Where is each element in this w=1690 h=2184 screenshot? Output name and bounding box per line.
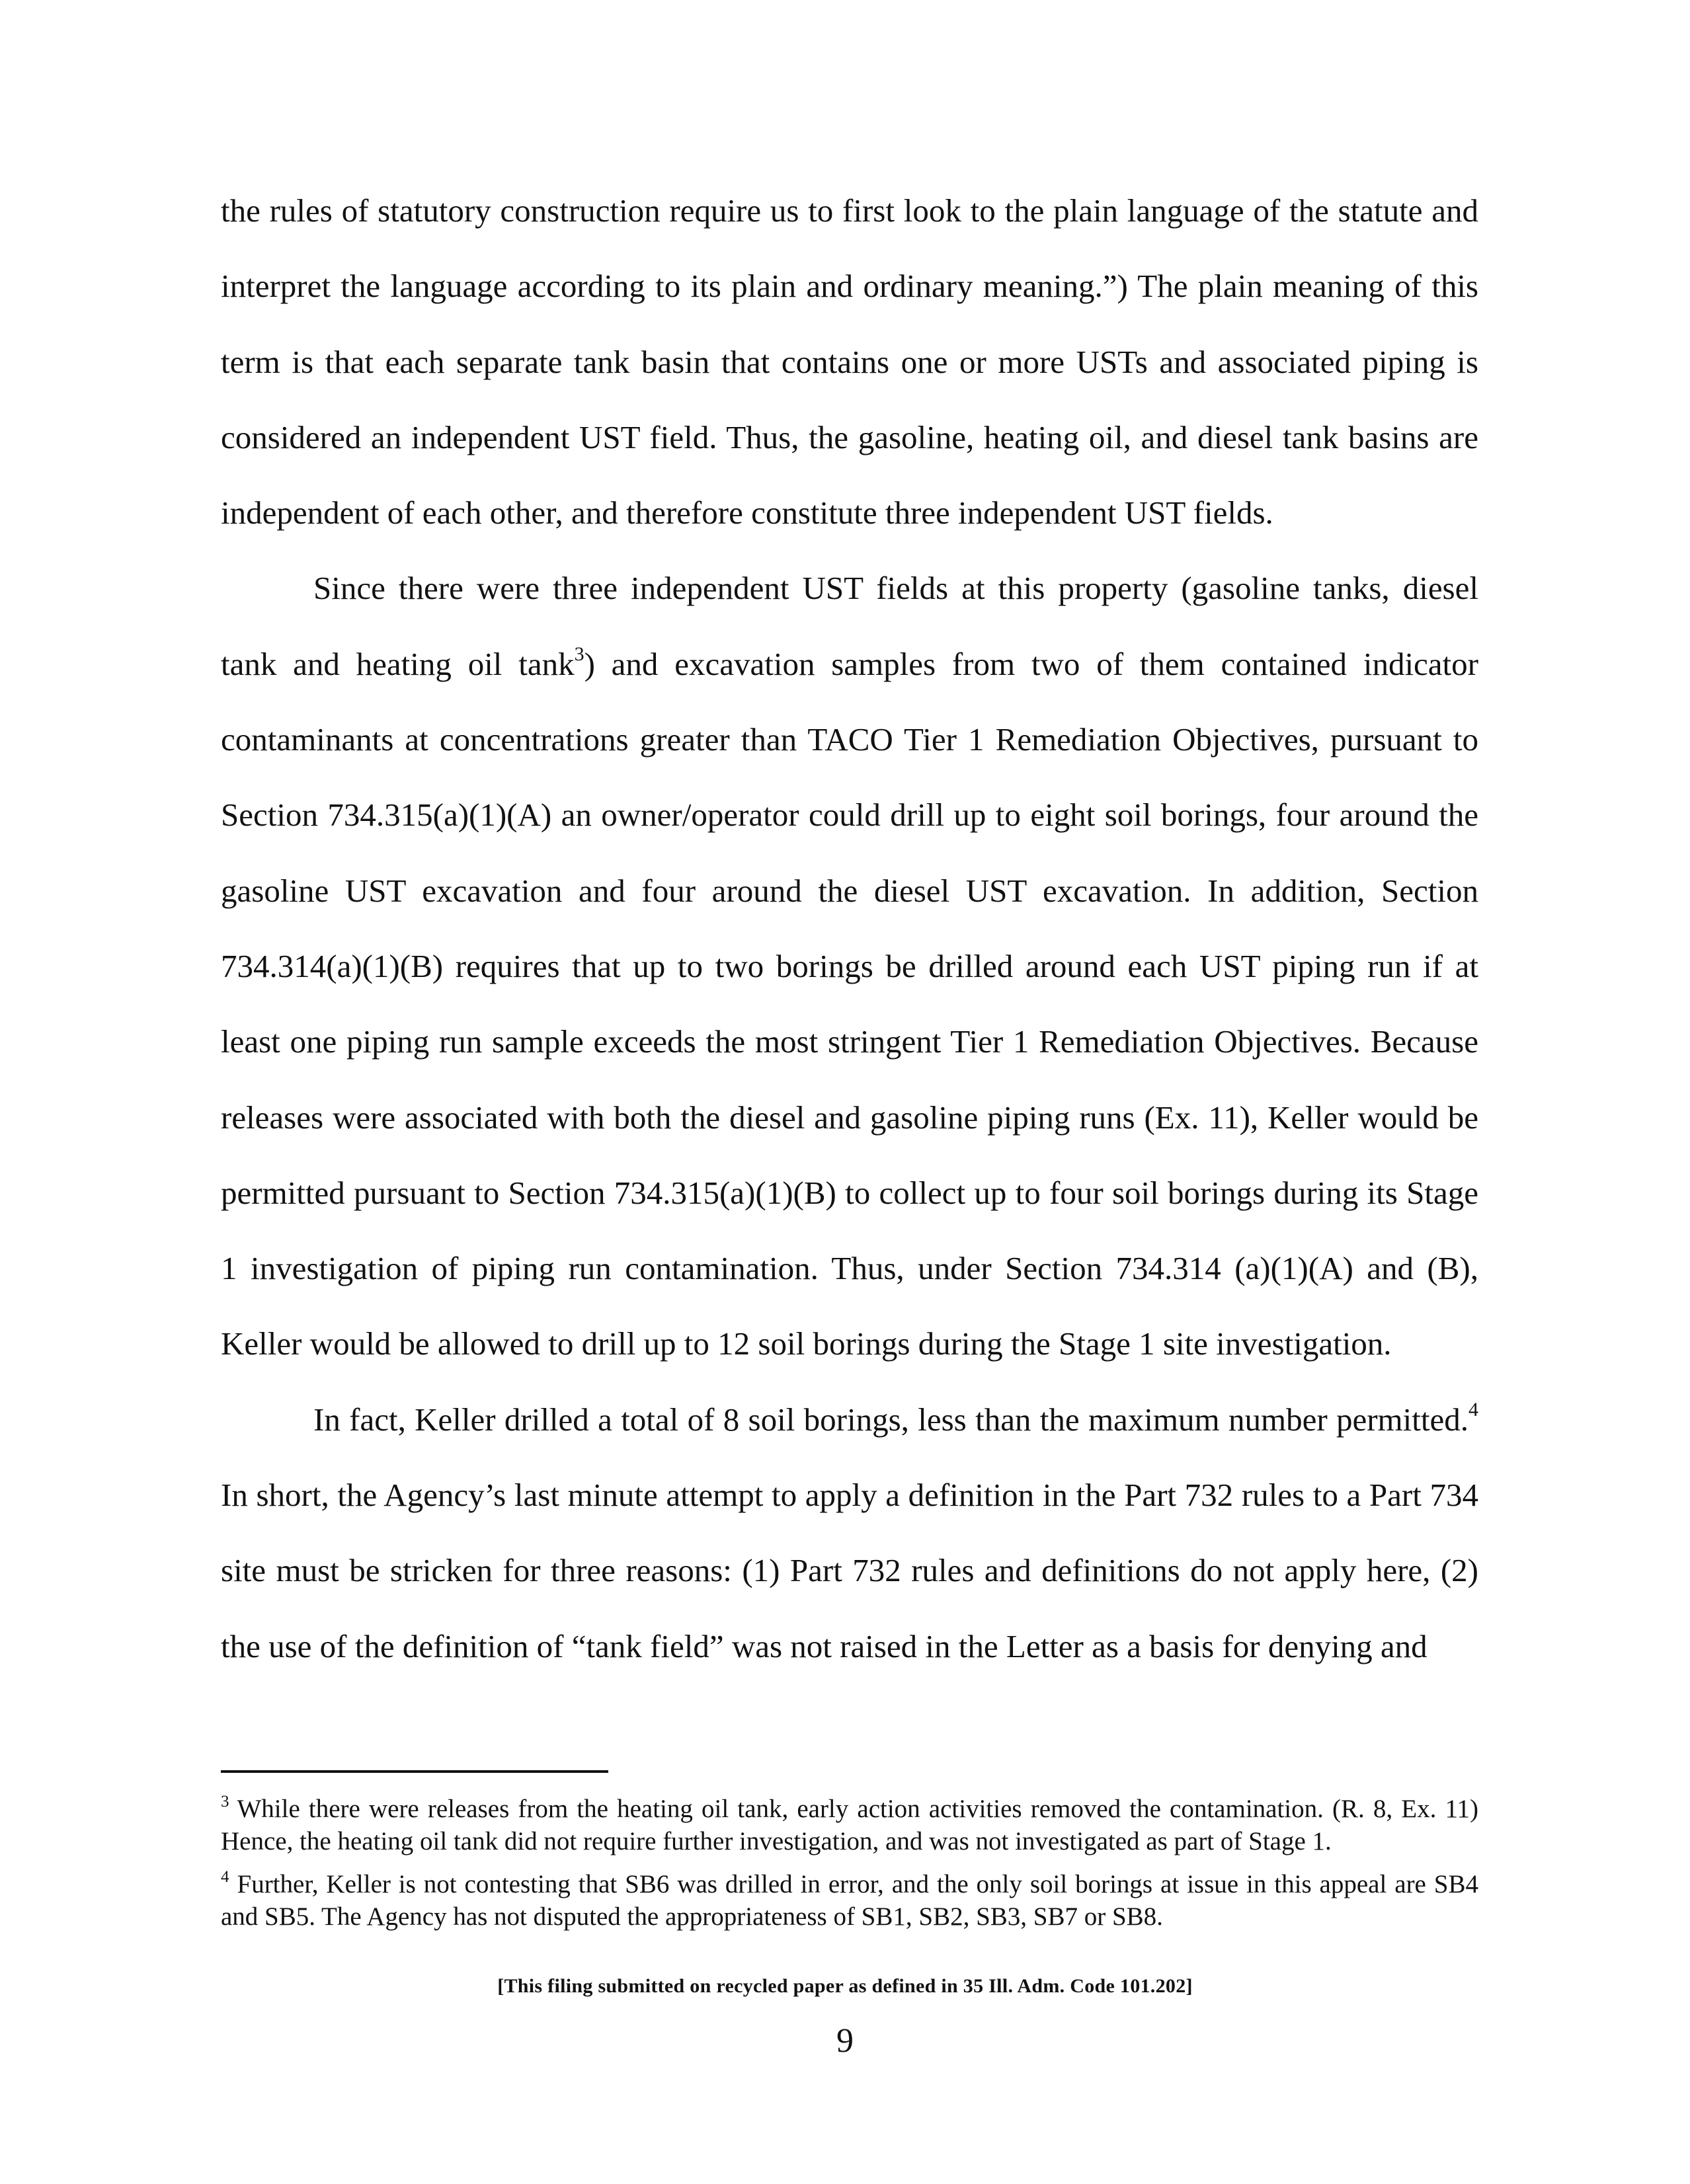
paragraph-3 (221, 1382, 1478, 1684)
footnote-3-text: While there were releases from the heating oil tank, early action activities removed the contamination. (R. 8, Ex. 11) Hence, the heating oil tank did not require further investigation, and was not investigated as part of Stage 1. (221, 1795, 1478, 1855)
footnote-ref-4: 4 (1469, 1399, 1478, 1421)
paragraph-1: the rules of statutory construction require us to first look to the plain language of the statute and interpret the language according to its plain and ordinary meaning.”) The plain meaning of this term is that each separate tank basin that contains one or more USTs and associated piping is considered an independent UST field. Thus, the gasoline, heating oil, and diesel tank basins are independent of each other, and therefore constitute three independent UST fields. (221, 192, 1478, 531)
page-number: 9 (836, 2022, 854, 2060)
footnote-3 (221, 1793, 1478, 1857)
paragraph-3-text-a: In fact, Keller drilled a total of 8 soil borings, less than the maximum number permitted. (313, 1401, 1469, 1438)
footnote-4-marker: 4 (221, 1868, 229, 1886)
body-text (221, 173, 1478, 1684)
footnote-ref-3: 3 (574, 643, 584, 666)
footnote-divider (221, 1770, 608, 1773)
footnote-4-text: Further, Keller is not contesting that SB6 was drilled in error, and the only soil borings at issue in this appeal are SB4 and SB5. The Agency has not disputed the appropriateness of SB1, SB2, SB3, SB7 or SB8. (221, 1870, 1478, 1931)
footnote-4 (221, 1868, 1478, 1933)
paragraph-2-text-a: Since there were three independent UST fields at this property (gasoline tanks, diesel tank and heating oil tank (221, 570, 1478, 682)
recycled-paper-notice: [This filing submitted on recycled paper as defined in 35 Ill. Adm. Code 101.202] (497, 1975, 1193, 1997)
paragraph-3-text-b: In short, the Agency’s last minute attempt to apply a definition in the Part 732 rules to a Part 734 site must be stricken for three reasons: (1) Part 732 rules and definitions do not apply here, (2) the use of the definition of “tank field” was not raised in the Letter as a basis for denying and (221, 1477, 1478, 1664)
footnotes (221, 1793, 1478, 1943)
paragraph-2 (221, 551, 1478, 1382)
paragraph-2-text-b: ) and excavation samples from two of them contained indicator contaminants at concentrations greater than TACO Tier 1 Remediation Objectives, pursuant to Section 734.315(a)(1)(A) an owner/operator could drill up to eight soil borings, four around the gasoline UST excavation and four around the diesel UST excavation. In addition, Section 734.314(a)(1)(B) requires that up to two borings be drilled around each UST piping run if at least one piping run sample exceeds the most stringent Tier 1 Remediation Objectives. Because releases were associated with both the diesel and gasoline piping runs (Ex. 11), Keller would be permitted pursuant to Section 734.315(a)(1)(B) to collect up to four soil borings during its Stage 1 investigation of piping run contamination. Thus, under Section 734.314 (a)(1)(A) and (B), Keller would be allowed to drill up to 12 soil borings during the Stage 1 site investigation. (221, 645, 1478, 1362)
footnote-3-marker: 3 (221, 1793, 229, 1811)
